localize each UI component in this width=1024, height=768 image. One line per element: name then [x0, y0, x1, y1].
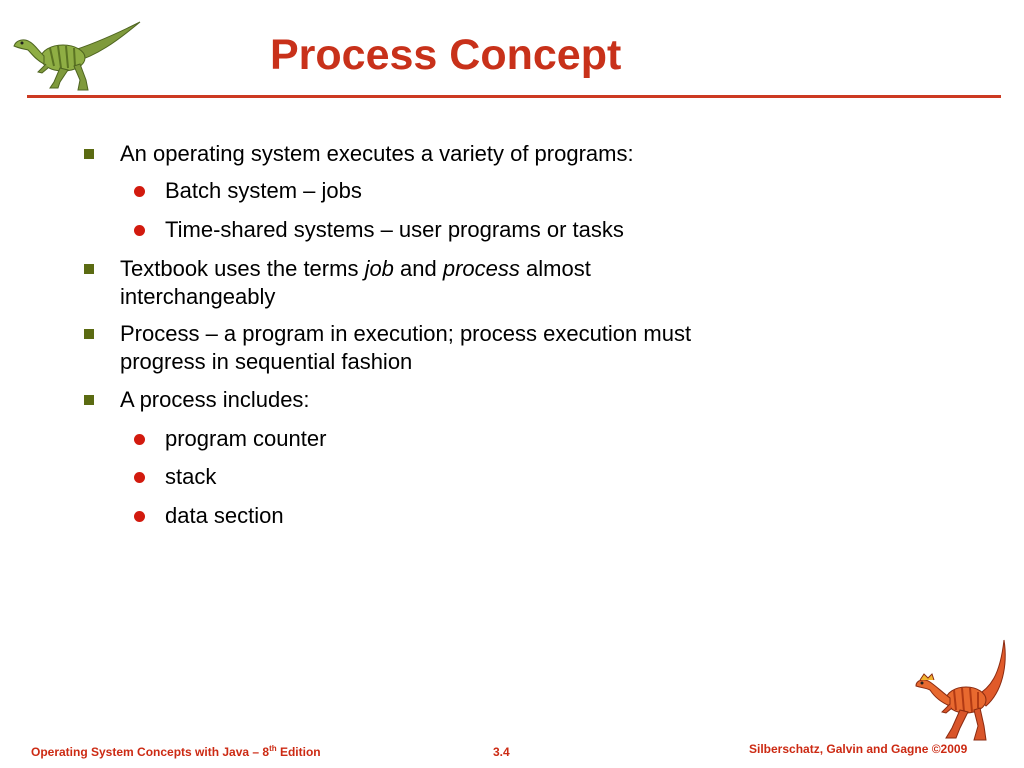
bullet-item: [120, 320, 691, 376]
bullet-item: [120, 140, 634, 168]
green-dinosaur-icon: [8, 16, 144, 94]
footer-copyright: Silberschatz, Galvin and Gagne ©2009: [749, 742, 968, 756]
sub-bullet-text: Batch system – jobs: [165, 178, 362, 203]
footer-title-superscript: th: [269, 744, 277, 753]
sub-bullet-text: stack: [165, 464, 217, 489]
footer-title-suffix: Edition: [276, 745, 321, 759]
bullet-text-line1: Process – a program in execution; process execution must: [120, 321, 692, 346]
bullet-text-line2: progress in sequential fashion: [120, 349, 413, 374]
footer-course-title: [31, 745, 321, 759]
square-bullet-icon: [84, 395, 94, 405]
bullet-text-line2: interchangeably: [120, 284, 276, 309]
sub-bullet-text: data section: [165, 503, 284, 528]
sub-bullet-item: [165, 177, 362, 205]
dot-bullet-icon: [134, 511, 145, 522]
slide-title: Process Concept: [270, 31, 622, 79]
bullet-text: A process includes:: [120, 387, 310, 412]
footer-title-prefix: Operating System Concepts with Java – 8: [31, 745, 270, 759]
sub-bullet-item: [165, 216, 624, 244]
red-dinosaur-icon: [906, 636, 1016, 746]
term-process: process: [442, 256, 520, 281]
bullet-text-prefix: Textbook uses the terms: [120, 256, 365, 281]
bullet-text-and: and: [393, 256, 443, 281]
dot-bullet-icon: [134, 472, 145, 483]
dot-bullet-icon: [134, 434, 145, 445]
page-number: 3.4: [493, 745, 510, 759]
sub-bullet-text: Time-shared systems – user programs or tasks: [165, 217, 624, 242]
sub-bullet-item: [165, 425, 326, 453]
bullet-text-suffix: almost: [519, 256, 591, 281]
bullet-item: [120, 255, 591, 311]
dot-bullet-icon: [134, 225, 145, 236]
sub-bullet-text: program counter: [165, 426, 327, 451]
square-bullet-icon: [84, 149, 94, 159]
square-bullet-icon: [84, 329, 94, 339]
sub-bullet-item: [165, 502, 284, 530]
bullet-text: An operating system executes a variety of programs:: [120, 141, 634, 166]
dot-bullet-icon: [134, 186, 145, 197]
title-divider: [27, 95, 1001, 98]
bullet-item: [120, 386, 310, 414]
sub-bullet-item: [165, 463, 216, 491]
square-bullet-icon: [84, 264, 94, 274]
term-job: job: [364, 256, 394, 281]
